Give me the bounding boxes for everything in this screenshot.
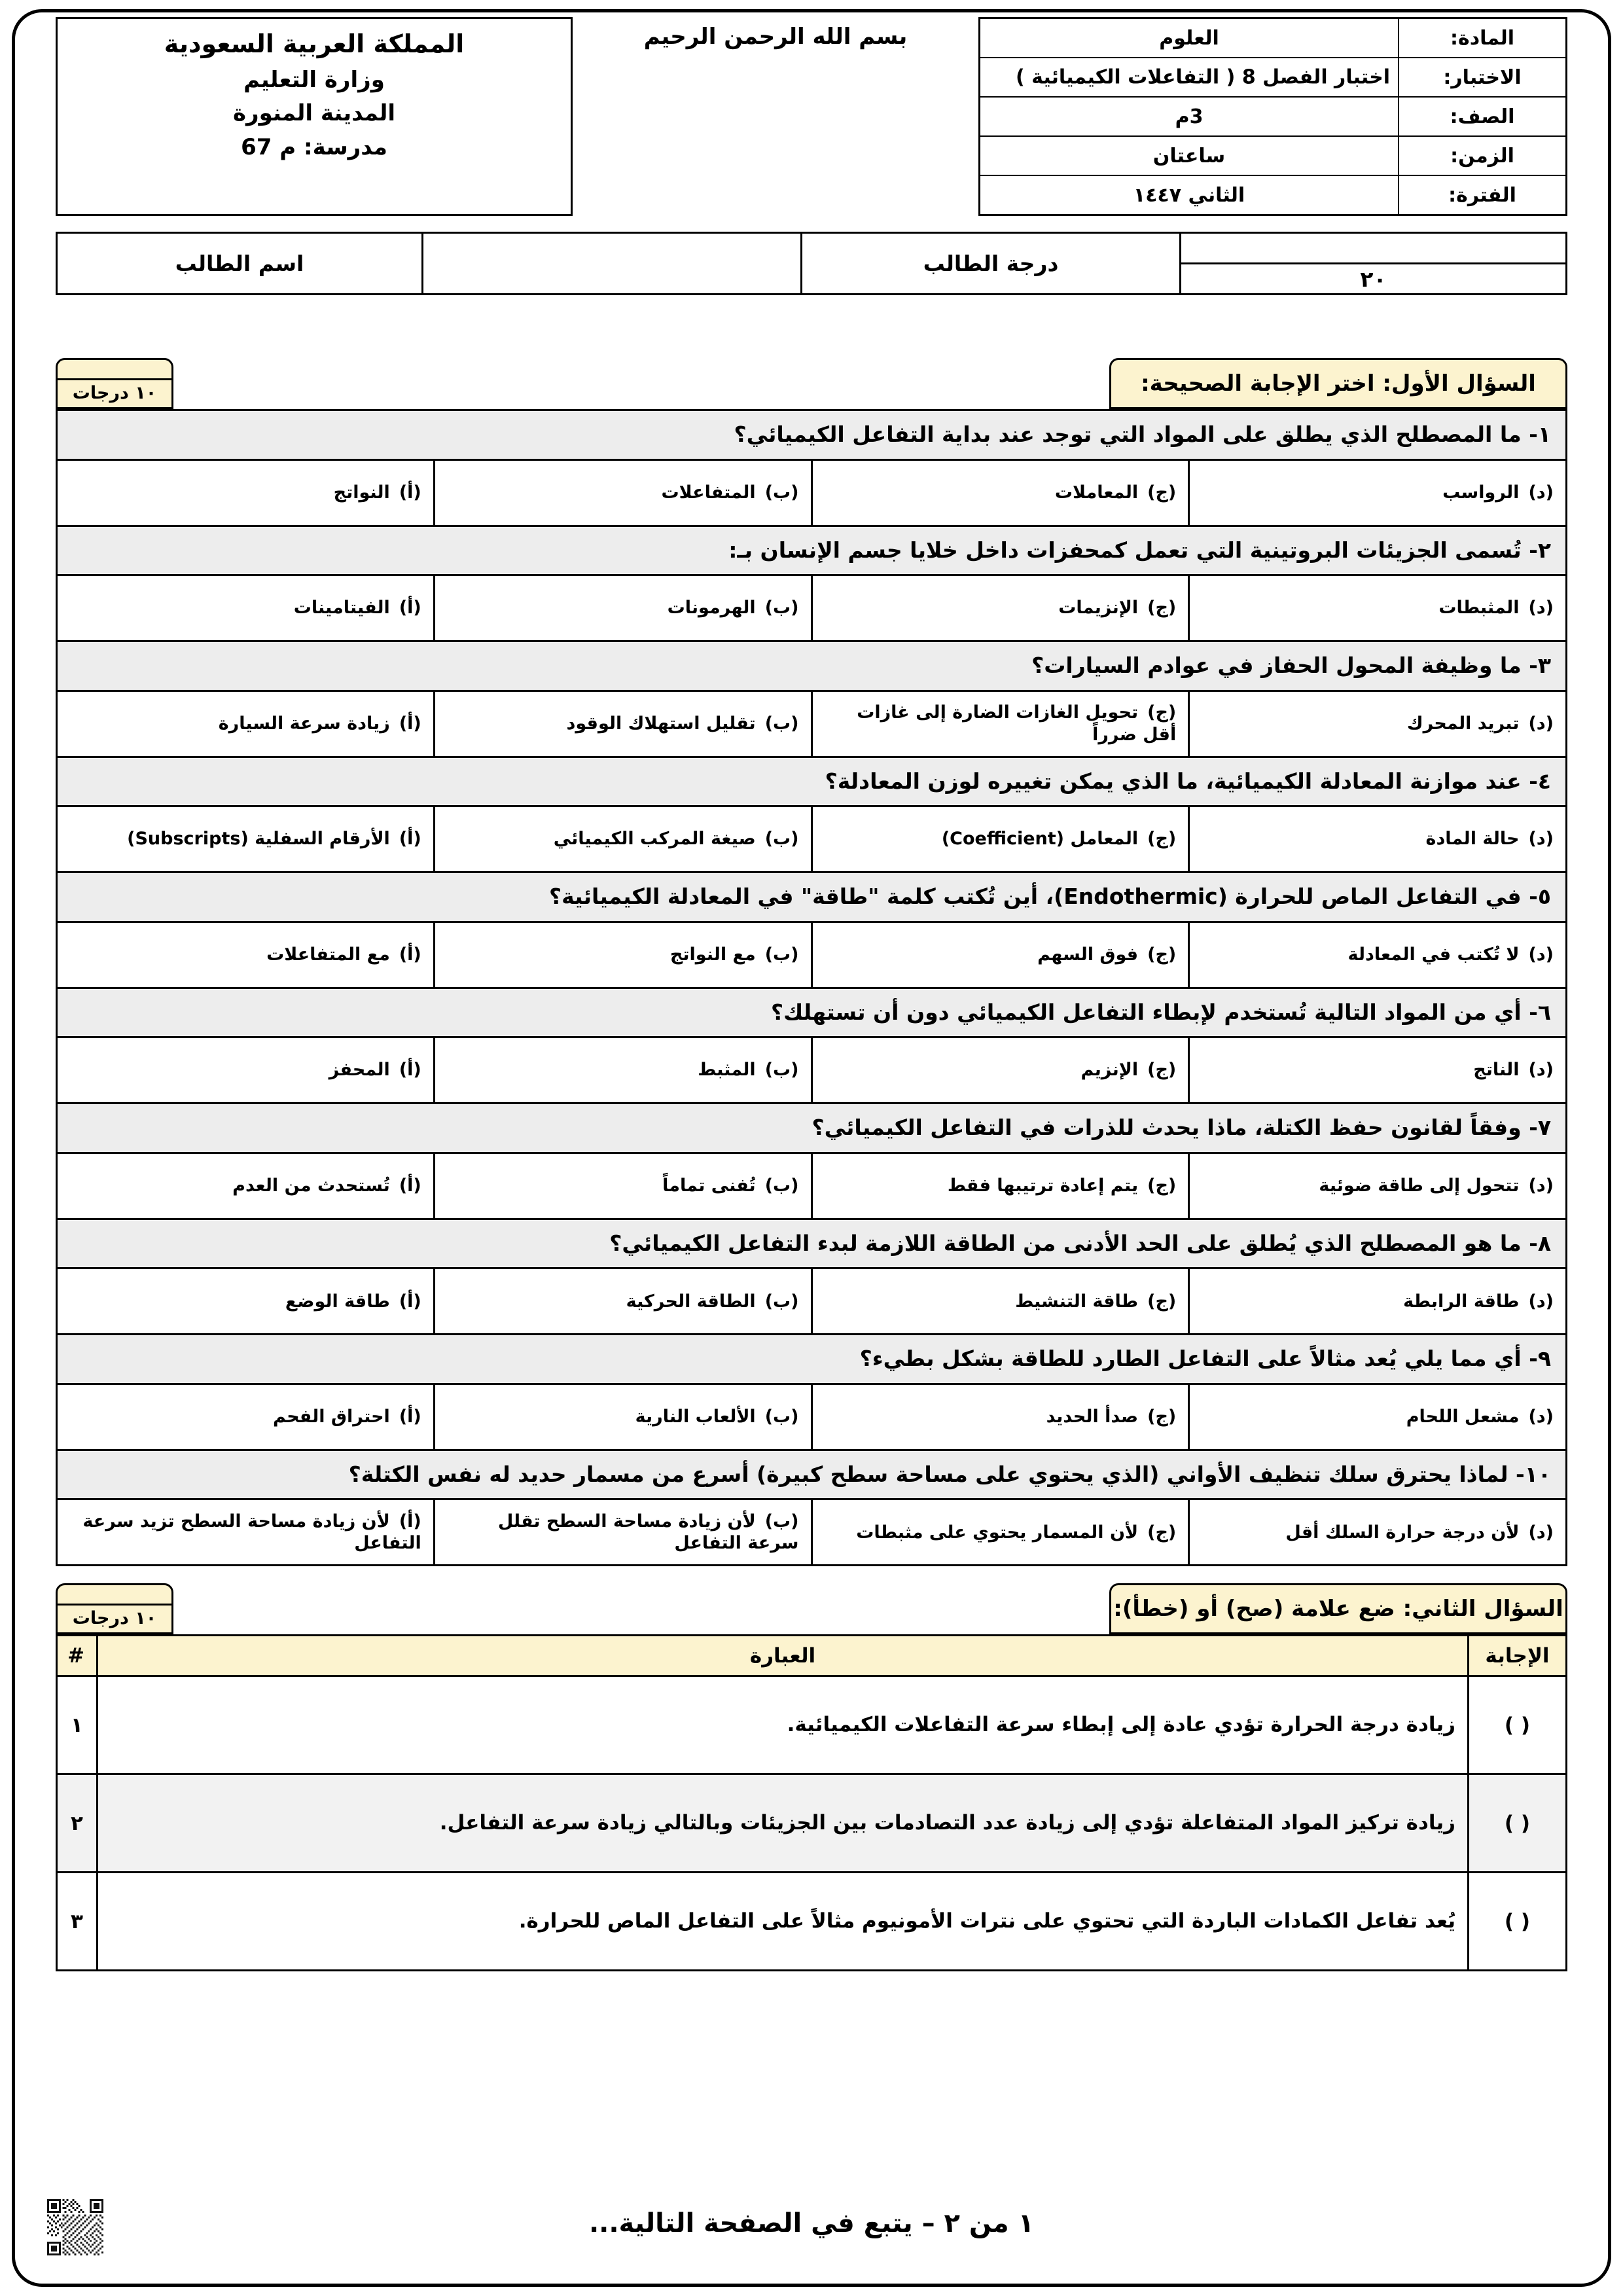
option-d[interactable] (1189, 575, 1567, 641)
kingdom-line-3: المدينة المنورة (232, 100, 395, 127)
option-b-lead: (ب) (764, 598, 799, 619)
option-d-lead: (د) (1528, 1175, 1554, 1196)
option-a-lead: (أ) (399, 1407, 421, 1427)
option-c[interactable] (812, 1499, 1189, 1566)
section-2-header (56, 1583, 1567, 1634)
option-a-lead: (أ) (399, 598, 421, 619)
table-header-row (57, 1636, 1567, 1676)
option-a-text: تُستحدث من العدم (232, 1175, 390, 1196)
option-d[interactable] (1189, 459, 1567, 526)
info-label-exam: الاختبار: (1399, 58, 1567, 97)
section-1-marks-value: ١٠ درجات (58, 378, 171, 407)
option-a-text: احتراق الفحم (273, 1407, 390, 1427)
option-c-text: طاقة التنشيط (1015, 1291, 1139, 1312)
question-text: ٢- تُسمى الجزيئات البروتينية التي تعمل كمحفزات داخل خلايا جسم الإنسان بـ: (57, 526, 1567, 575)
option-d[interactable] (1189, 922, 1567, 988)
question-text: ٨- ما هو المصطلح الذي يُطلق على الحد الأدنى من الطاقة اللازمة لبدء التفاعل الكيميائي؟ (57, 1219, 1567, 1268)
info-row-grade (980, 97, 1567, 136)
option-b-lead: (ب) (764, 1175, 799, 1196)
option-d-text: تتحول إلى طاقة ضوئية (1319, 1175, 1520, 1196)
question-text: ٣- ما وظيفة المحول الحفاز في عوادم السيارات؟ (57, 641, 1567, 691)
option-c[interactable] (812, 1268, 1189, 1335)
option-c-lead: (ج) (1147, 1407, 1177, 1427)
section-1-marks-badge (56, 358, 173, 409)
options-row (57, 1499, 1567, 1566)
option-a-text: الأرقام السفلية (Subscripts) (127, 829, 390, 850)
option-c-lead: (ج) (1147, 829, 1177, 850)
options-row (57, 1153, 1567, 1219)
kingdom-info-box (56, 17, 573, 216)
student-grade-label: درجة الطالب (802, 233, 1181, 295)
exam-info-table (978, 17, 1567, 216)
option-b-text: الألعاب النارية (635, 1407, 756, 1427)
option-d-text: الناتج (1473, 1060, 1520, 1081)
option-b-text: لأن زيادة مساحة السطح تقلل سرعة التفاعل (497, 1511, 799, 1554)
option-d[interactable] (1189, 1499, 1567, 1566)
option-a-lead: (أ) (399, 1291, 421, 1312)
question-row (57, 757, 1567, 806)
option-c-text: صدأ الحديد (1046, 1407, 1139, 1427)
option-a[interactable] (57, 806, 435, 872)
question-text: ٦- أي من المواد التالية تُستخدم لإبطاء التفاعل الكيميائي دون أن تستهلك؟ (57, 988, 1567, 1037)
option-c[interactable] (812, 1384, 1189, 1450)
row-number: ٣ (57, 1873, 98, 1971)
options-row (57, 806, 1567, 872)
question-row (57, 1450, 1567, 1499)
info-value-period: الثاني ١٤٤٧ (980, 175, 1399, 215)
student-name-label: اسم الطالب (57, 233, 423, 295)
options-row (57, 691, 1567, 757)
option-c-text: يتم إعادة ترتيبها فقط (947, 1175, 1139, 1196)
section-2-marks-badge (56, 1583, 173, 1634)
option-b-text: تقليل استهلاك الوقود (566, 713, 756, 734)
option-a-lead: (أ) (399, 1060, 421, 1081)
kingdom-line-1: المملكة العربية السعودية (164, 29, 465, 58)
options-row (57, 1268, 1567, 1335)
page-footer (47, 2177, 1576, 2255)
option-c[interactable] (812, 922, 1189, 988)
option-a-lead: (أ) (399, 944, 421, 965)
option-c-text: الإنزيمات (1058, 598, 1139, 619)
question-row (57, 872, 1567, 922)
statement-text: يُعد تفاعل الكمادات الباردة التي تحتوي على نترات الأمونيوم مثالاً على التفاعل الماص للحرارة. (98, 1873, 1469, 1971)
option-c[interactable] (812, 1037, 1189, 1103)
option-a[interactable] (57, 922, 435, 988)
question-row (57, 641, 1567, 691)
info-row-time (980, 136, 1567, 175)
option-d-text: تبريد المحرك (1406, 713, 1520, 734)
option-d-lead: (د) (1528, 1522, 1554, 1543)
info-label-time: الزمن: (1399, 136, 1567, 175)
option-c[interactable] (812, 691, 1189, 757)
info-value-time: ساعتان (980, 136, 1399, 175)
true-false-table (56, 1634, 1567, 1971)
option-c-lead: (ج) (1147, 482, 1177, 503)
option-b-text: مع النواتج (669, 944, 756, 965)
answer-field[interactable]: ( ) (1469, 1676, 1567, 1774)
option-b[interactable] (434, 806, 812, 872)
kingdom-line-2: وزارة التعليم (243, 66, 385, 93)
option-b[interactable] (434, 575, 812, 641)
option-c-lead: (ج) (1147, 1291, 1177, 1312)
student-info-table (56, 232, 1567, 295)
section-2-marks-value: ١٠ درجات (58, 1604, 171, 1632)
option-b-text: تُفنى تماماً (662, 1175, 756, 1196)
section-1-title: السؤال الأول: اختر الإجابة الصحيحة: (1109, 358, 1567, 409)
footer-pagination-text: ١ من ٢ – يتبع في الصفحة التالية... (588, 2208, 1035, 2238)
option-d-lead: (د) (1528, 1291, 1554, 1312)
option-b[interactable] (434, 1037, 812, 1103)
option-a-text: مع المتفاعلات (266, 944, 390, 965)
option-d[interactable] (1189, 1384, 1567, 1450)
option-d-lead: (د) (1528, 1407, 1554, 1427)
option-a-text: المحفز (329, 1060, 390, 1081)
option-b-lead: (ب) (764, 1060, 799, 1081)
table-row (57, 1676, 1567, 1774)
statement-text: زيادة تركيز المواد المتفاعلة تؤدي إلى زيادة عدد التصادمات بين الجزيئات وبالتالي زيادة سرعة التفاعل. (98, 1774, 1469, 1873)
option-d[interactable] (1189, 1037, 1567, 1103)
option-c-lead: (ج) (1147, 598, 1177, 619)
info-label-subject: المادة: (1399, 18, 1567, 58)
option-b-text: المثبط (698, 1060, 756, 1081)
option-d[interactable] (1189, 1268, 1567, 1335)
option-a-text: طاقة الوضع (285, 1291, 390, 1312)
option-c-lead: (ج) (1147, 1060, 1177, 1081)
option-a[interactable] (57, 1499, 435, 1566)
total-marks-value: ٢٠ (1360, 266, 1387, 292)
section-1-header (56, 358, 1567, 409)
option-b-lead: (ب) (764, 1407, 799, 1427)
options-row (57, 1384, 1567, 1450)
option-d-text: مشعل اللحام (1406, 1407, 1520, 1427)
option-b-lead: (ب) (764, 1291, 799, 1312)
option-a-lead: (أ) (399, 482, 421, 503)
option-a-text: النواتج (333, 482, 390, 503)
option-d-text: الرواسب (1442, 482, 1520, 503)
option-a-lead: (أ) (399, 713, 421, 734)
column-header-number: # (57, 1636, 98, 1676)
info-value-subject: العلوم (980, 18, 1399, 58)
option-c[interactable] (812, 1153, 1189, 1219)
option-b[interactable] (434, 1268, 812, 1335)
option-a[interactable] (57, 1037, 435, 1103)
student-info-row (57, 233, 1567, 295)
option-c-lead: (ج) (1147, 944, 1177, 965)
option-c-text: لأن المسمار يحتوي على مثبطات (856, 1522, 1139, 1543)
option-a[interactable] (57, 575, 435, 641)
option-b-lead: (ب) (764, 944, 799, 965)
option-b[interactable] (434, 1153, 812, 1219)
info-row-subject (980, 18, 1567, 58)
option-a-lead: (أ) (399, 1511, 421, 1532)
table-row (57, 1873, 1567, 1971)
option-d-text: حالة المادة (1425, 829, 1520, 850)
option-d-text: المثبطات (1438, 598, 1520, 619)
option-c-text: فوق السهم (1037, 944, 1139, 965)
question-text: ٧- وفقاً لقانون حفظ الكتلة، ماذا يحدث للذرات في التفاعل الكيميائي؟ (57, 1103, 1567, 1153)
option-a-lead: (أ) (399, 1175, 421, 1196)
info-row-exam (980, 58, 1567, 97)
option-b-lead: (ب) (764, 1511, 799, 1532)
option-d-text: طاقة الرابطة (1403, 1291, 1520, 1312)
option-d-lead: (د) (1528, 482, 1554, 503)
option-a-text: زيادة سرعة السيارة (218, 713, 390, 734)
option-d-lead: (د) (1528, 944, 1554, 965)
question-text: ٩- أي مما يلي يُعد مثالاً على التفاعل الطارد للطاقة بشكل بطيء؟ (57, 1335, 1567, 1384)
answer-field[interactable]: ( ) (1469, 1873, 1567, 1971)
option-a-text: لأن زيادة مساحة السطح تزيد سرعة التفاعل (82, 1511, 421, 1554)
option-b[interactable] (434, 922, 812, 988)
options-row (57, 922, 1567, 988)
question-row (57, 1103, 1567, 1153)
question-row (57, 988, 1567, 1037)
table-row (57, 1774, 1567, 1873)
option-b-text: الهرمونات (667, 598, 756, 619)
option-c-lead: (ج) (1147, 1175, 1177, 1196)
option-c-text: تحويل الغازات الضارة إلى غازات أقل ضرراً (857, 702, 1177, 745)
options-row (57, 1037, 1567, 1103)
option-d-lead: (د) (1528, 598, 1554, 619)
option-c[interactable] (812, 806, 1189, 872)
question-text: ١- ما المصطلح الذي يطلق على المواد التي توجد عند بداية التفاعل الكيميائي؟ (57, 410, 1567, 460)
options-row (57, 575, 1567, 641)
option-a-lead: (أ) (399, 829, 421, 850)
option-c[interactable] (812, 575, 1189, 641)
info-label-period: الفترة: (1399, 175, 1567, 215)
statement-text: زيادة درجة الحرارة تؤدي عادة إلى إبطاء سرعة التفاعلات الكيميائية. (98, 1676, 1469, 1774)
column-header-statement: العبارة (98, 1636, 1469, 1676)
option-d-text: لا تُكتب في المعادلة (1347, 944, 1520, 965)
document-header (56, 17, 1567, 216)
option-b[interactable] (434, 1384, 812, 1450)
option-d-lead: (د) (1528, 713, 1554, 734)
question-text: ٥- في التفاعل الماص للحرارة (Endothermic)، أين تُكتب كلمة "طاقة" في المعادلة الكيميائية؟ (57, 872, 1567, 922)
option-d[interactable] (1189, 1153, 1567, 1219)
option-b-text: صيغة المركب الكيميائي (553, 829, 756, 850)
info-row-period (980, 175, 1567, 215)
row-number: ٢ (57, 1774, 98, 1873)
option-a[interactable] (57, 1268, 435, 1335)
question-row (57, 1219, 1567, 1268)
option-d-text: لأن درجة حرارة السلك أقل (1285, 1522, 1520, 1543)
option-b-lead: (ب) (764, 482, 799, 503)
row-number: ١ (57, 1676, 98, 1774)
option-b-lead: (ب) (764, 829, 799, 850)
option-c-lead: (ج) (1147, 1522, 1177, 1543)
info-value-exam-cell (980, 58, 1399, 97)
option-c[interactable] (812, 459, 1189, 526)
obtained-marks-field[interactable] (1181, 234, 1565, 264)
question-row (57, 410, 1567, 460)
section-2-title: السؤال الثاني: ضع علامة (صح) أو (خطأ): (1109, 1583, 1567, 1634)
option-c-text: المعاملات (1054, 482, 1139, 503)
question-text: ٤- عند موازنة المعادلة الكيميائية، ما الذي يمكن تغييره لوزن المعادلة؟ (57, 757, 1567, 806)
option-d-lead: (د) (1528, 829, 1554, 850)
option-a-text: الفيتامينات (293, 598, 390, 619)
question-text: ١٠- لماذا يحترق سلك تنظيف الأواني (الذي يحتوي على مساحة سطح كبيرة) أسرع من مسمار حديد له نفس الكتلة؟ (57, 1450, 1567, 1499)
basmala-text: بسم الله الرحمن الرحيم (643, 24, 908, 50)
info-value-exam: اختبار الفصل 8 ( التفاعلات الكيميائية ) (1015, 65, 1390, 89)
option-b-lead: (ب) (764, 713, 799, 734)
option-c-text: المعامل (Coefficient) (941, 829, 1139, 850)
qr-code-icon (47, 2199, 103, 2255)
info-value-grade: 3م (980, 97, 1399, 136)
option-a[interactable] (57, 1153, 435, 1219)
kingdom-line-4: مدرسة: م 67 (241, 134, 387, 161)
option-a[interactable] (57, 1384, 435, 1450)
option-a[interactable] (57, 691, 435, 757)
answer-field[interactable]: ( ) (1469, 1774, 1567, 1873)
option-b[interactable] (434, 1499, 812, 1566)
question-row (57, 1335, 1567, 1384)
options-row (57, 459, 1567, 526)
option-b-text: الطاقة الحركية (626, 1291, 756, 1312)
info-label-grade: الصف: (1399, 97, 1567, 136)
option-b[interactable] (434, 691, 812, 757)
option-b[interactable] (434, 459, 812, 526)
total-marks-cell (1181, 233, 1567, 295)
option-a[interactable] (57, 459, 435, 526)
option-b-text: المتفاعلات (661, 482, 756, 503)
option-c-lead: (ج) (1147, 702, 1177, 723)
question-row (57, 526, 1567, 575)
student-name-field[interactable] (423, 233, 802, 295)
option-d[interactable] (1189, 691, 1567, 757)
option-d[interactable] (1189, 806, 1567, 872)
option-d-lead: (د) (1528, 1060, 1554, 1081)
column-header-answer: الإجابة (1469, 1636, 1567, 1676)
mcq-table (56, 409, 1567, 1566)
option-c-text: الإنزيم (1080, 1060, 1139, 1081)
